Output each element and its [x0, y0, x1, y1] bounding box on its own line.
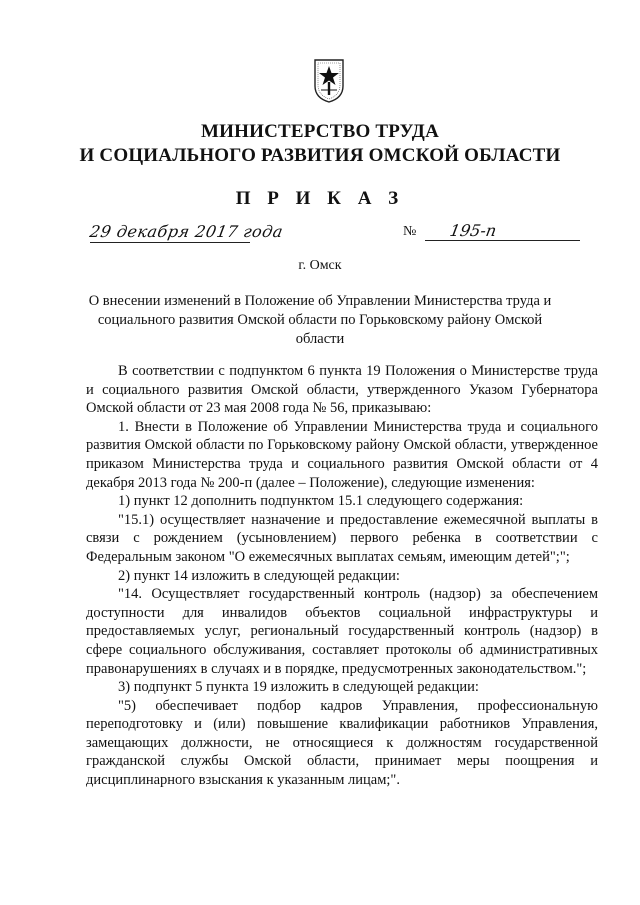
city-name: г. Омск — [298, 258, 342, 273]
coat-of-arms-icon — [312, 56, 346, 104]
paragraph-quote-15-1: "15.1) осуществляет назначение и предоставление ежемесячной выплаты в связи с рождением (усыновлением) первого ребенка в соответствии с Федеральным законом "О ежемесячных выплатах семьям, имеющим детей";"; — [86, 511, 598, 565]
paragraph-quote-5: "5) обеспечивает подбор кадров Управления, профессиональную переподготовку и (или) повышение квалификации работников Управления, замещающих должности, не относящиеся к должностям государственной гражданской службы Омской области, принимает меры поощрения и дисциплинарного взыскания к указанным лицам;". — [86, 697, 598, 789]
order-body — [86, 362, 598, 790]
paragraph-quote-14: "14. Осуществляет государственный контроль (надзор) за обеспечением доступности для инвалидов объектов социальной инфраструктуры и предоставляемых услуг, региональный государственный контроль (надзор) в сфере социального обслуживания, составляет протоколы об административных правонарушениях в случаях и в порядке, предусмотренных законодательством."; — [86, 586, 598, 677]
paragraph-subitem-1: 1) пункт 12 дополнить подпунктом 15.1 следующего содержания: — [118, 493, 524, 510]
number-label: № — [403, 224, 417, 239]
ministry-name-line2: И СОЦИАЛЬНОГО РАЗВИТИЯ ОМСКОЙ ОБЛАСТИ — [79, 145, 561, 166]
number-underline — [425, 240, 580, 241]
ministry-name-line1: МИНИСТЕРСТВО ТРУДА — [201, 121, 439, 142]
document-type-title: П Р И К А З — [235, 188, 405, 209]
order-subject: О внесении изменений в Положение об Управлении Министерства труда и социального развития Омской области по Горьковскому району Омской области — [88, 293, 552, 347]
order-number: 195-п — [448, 221, 498, 240]
paragraph-subitem-3: 3) подпункт 5 пункта 19 изложить в следующей редакции: — [118, 679, 479, 696]
paragraph-preamble: В соответствии с подпунктом 6 пункта 19 Положения о Министерстве труда и социального развития Омской области, утвержденного Указом Губернатора Омской области от 23 мая 2008 года № 56, приказываю: — [86, 363, 598, 417]
date-underline — [90, 242, 250, 243]
paragraph-subitem-2: 2) пункт 14 изложить в следующей редакции: — [118, 567, 400, 584]
order-date: 29 декабря 2017 года — [88, 222, 285, 241]
paragraph-item-1: 1. Внести в Положение об Управлении Министерства труда и социального развития Омской области по Горьковскому району Омской области, утвержденное приказом Министерства труда и социального развития Омской области от 4 декабря 2013 года № 200-п (далее – Положение), следующие изменения: — [86, 418, 598, 491]
